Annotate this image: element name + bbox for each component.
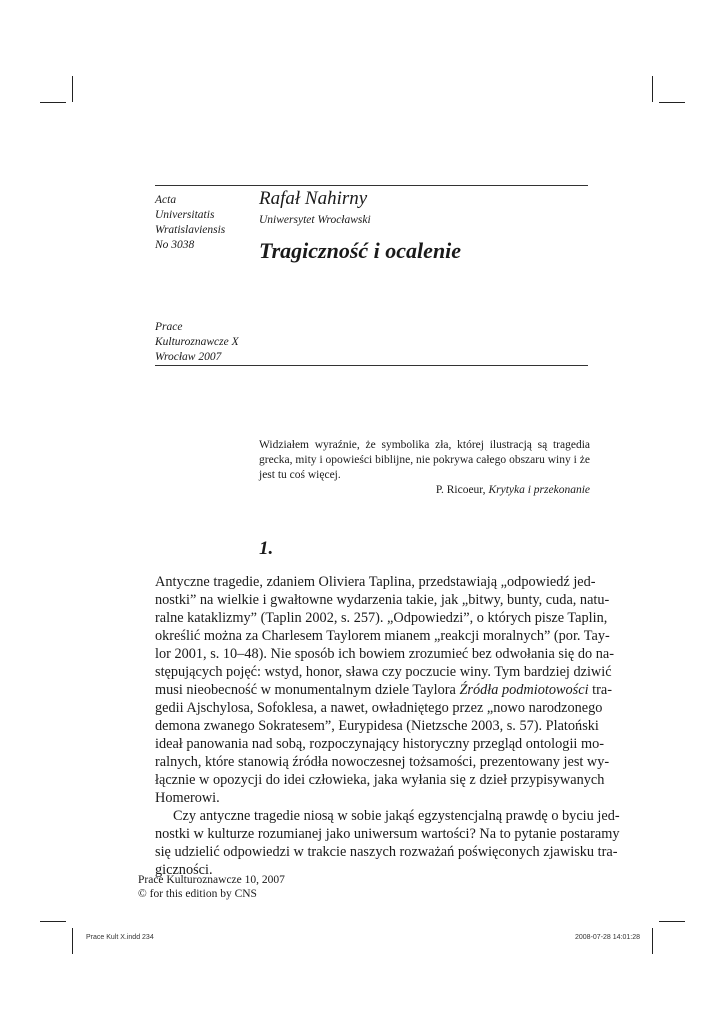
crop-mark-top-left-vertical [72,76,73,102]
body-line: określić można za Charlesem Taylorem mianem „reakcji moralnych” (por. Tay- [155,628,610,644]
series-info [155,320,239,365]
crop-mark-top-right-horizontal [659,102,685,103]
crop-mark-top-right-vertical [652,76,653,102]
footer-journal: Prace Kulturoznawcze 10, 2007 [138,874,285,886]
body-line: ralnych, które stanowią źródła nowoczesnej tożsamości, prezentowany jest wy- [155,754,610,770]
crop-mark-bottom-left-vertical [72,928,73,954]
journal-line: Wratislaviensis [155,224,226,236]
body-line: ralne kataklizmy” (Taplin 2002, s. 257). „Odpowiedzi”, o których pisze Taplin, [155,610,608,626]
body-line: ideał panowania nad sobą, rozpoczynający historyczny przegląd ontologii mo- [155,736,605,752]
epigraph-source [436,484,590,496]
series-line: Kulturoznawcze X [155,336,239,348]
section-number: 1. [259,538,274,559]
body-line: gedii Ajschylosa, Sofoklesa, a nawet, owładniętego przez „nowo narodzonego [155,700,603,716]
body-line: nostki w kulturze rozumianej jako uniwersum wartości? Na to pytanie postaramy [155,826,620,842]
epigraph-text: Widziałem wyraźnie, że symbolika zła, której ilustracją są tragedia grecka, mity i opowieści biblijne, nie pokrywa całego obszaru winy i że jest tu coś więcej. [259,439,590,481]
bottom-rule [155,365,588,366]
crop-mark-bottom-left-horizontal [40,921,66,922]
journal-line: No 3038 [155,239,195,251]
journal-line: Universitatis [155,209,215,221]
body-line: łącznie w opozycji do idei człowieka, jaka wyłania się z dzieł przypisywanych [155,772,605,788]
crop-mark-bottom-right-horizontal [659,921,685,922]
epigraph-source-author: P. Ricoeur, [435,484,486,496]
article-title: Tragiczność i ocalenie [259,238,462,263]
slug-timestamp: 2008-07-28 14:01:28 [575,934,640,941]
slug-filename: Prace Kult X.indd 234 [86,934,154,941]
body-line: Antyczne tragedie, zdaniem Oliviera Taplina, przedstawiają „odpowiedź jed- [155,574,596,590]
author-name: Rafał Nahirny [259,188,368,209]
series-line: Wrocław 2007 [155,351,222,363]
epigraph-source-title: Krytyka i przekonanie [488,484,590,496]
body-line: nostki” na wielkie i gwałtowne wydarzenia takie, jak „bitwy, bunty, cuda, natu- [155,592,610,608]
body-line: Homerowi. [155,790,220,806]
body-line: stępujących pojęć: wstyd, honor, sława czy poczucie winy. Tym bardziej dziwić [155,664,612,680]
footer-copyright: © for this edition by CNS [138,888,257,900]
series-line: Prace [155,321,183,333]
crop-mark-top-left-horizontal [40,102,66,103]
body-line: demona zwanego Sokratesem”, Eurypidesa (Nietzsche 2003, s. 57). Platoński [155,718,599,734]
body-line: lor 2001, s. 10–48). Nie sposób ich bowiem zrozumieć bez odwołania się do na- [155,646,614,662]
journal-info [155,193,225,253]
body-line: giczności. [155,862,213,878]
top-rule [155,185,588,186]
body-text [155,573,620,879]
body-line-with-italic: musi nieobecność w monumentalnym dziele Taylora Źródła podmiotowości tra- [155,682,612,698]
journal-line: Acta [155,194,177,206]
page-footer [138,873,285,901]
crop-mark-bottom-right-vertical [652,928,653,954]
body-line: się udzielić odpowiedzi w trakcie naszych rozważań poświęconych zjawisku tra- [155,844,618,860]
italic-book-title: Źródła podmiotowości [459,682,589,698]
author-affiliation: Uniwersytet Wrocławski [259,214,371,226]
body-line: Czy antyczne tragedie niosą w sobie jakąś egzystencjalną prawdę o byciu jed- [173,808,620,824]
